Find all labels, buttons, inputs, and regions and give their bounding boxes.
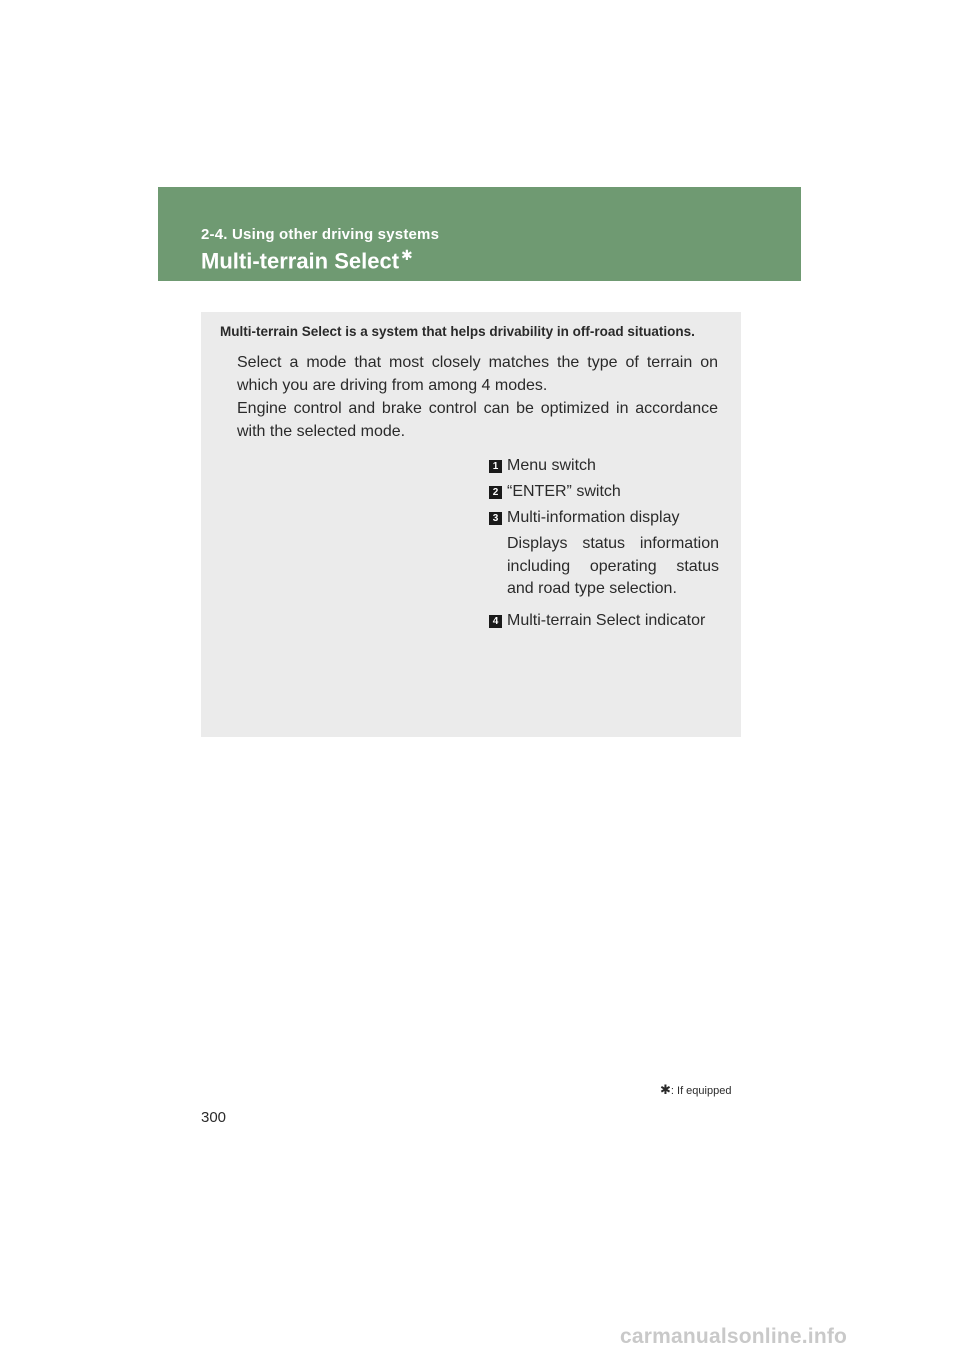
legend-item-menu-switch <box>489 455 719 478</box>
number-badge-icon: 2 <box>489 486 502 499</box>
legend-label: Multi-information display <box>507 509 680 526</box>
paragraph-modes: Select a mode that most closely matches the type of terrain on which you are driving from among 4 modes. <box>237 354 718 394</box>
legend-item-enter-switch <box>489 481 719 504</box>
legend-label: “ENTER” switch <box>507 483 621 500</box>
footnote <box>660 1082 731 1098</box>
footnote-text: : If equipped <box>670 1085 732 1097</box>
page-title <box>201 247 413 274</box>
legend-description: Displays status information including operating status and road type selection. <box>507 535 719 597</box>
legend-item-indicator <box>489 610 719 633</box>
legend-label: Menu switch <box>507 457 596 474</box>
number-badge-icon: 3 <box>489 512 502 525</box>
section-label: 2-4. Using other driving systems <box>201 226 440 243</box>
page-title-text: Multi-terrain Select <box>201 248 400 274</box>
paragraph-control: Engine control and brake control can be optimized in accordance with the selected mode. <box>237 400 718 440</box>
number-badge-icon: 4 <box>489 615 502 628</box>
page-number: 300 <box>201 1109 227 1126</box>
watermark: carmanualsonline.info <box>620 1325 848 1348</box>
legend-list <box>489 455 719 636</box>
legend-label: Multi-terrain Select indicator <box>507 611 706 629</box>
content-box <box>201 312 741 737</box>
intro-text: Multi-terrain Select is a system that helps drivability in off-road situations. <box>220 324 695 339</box>
legend-item-multi-information-display <box>489 507 719 530</box>
section-header-band <box>158 187 801 281</box>
if-equipped-mark-icon: ✱ <box>401 247 413 263</box>
number-badge-icon: 1 <box>489 460 502 473</box>
if-equipped-mark-icon: ✱ <box>660 1082 671 1097</box>
